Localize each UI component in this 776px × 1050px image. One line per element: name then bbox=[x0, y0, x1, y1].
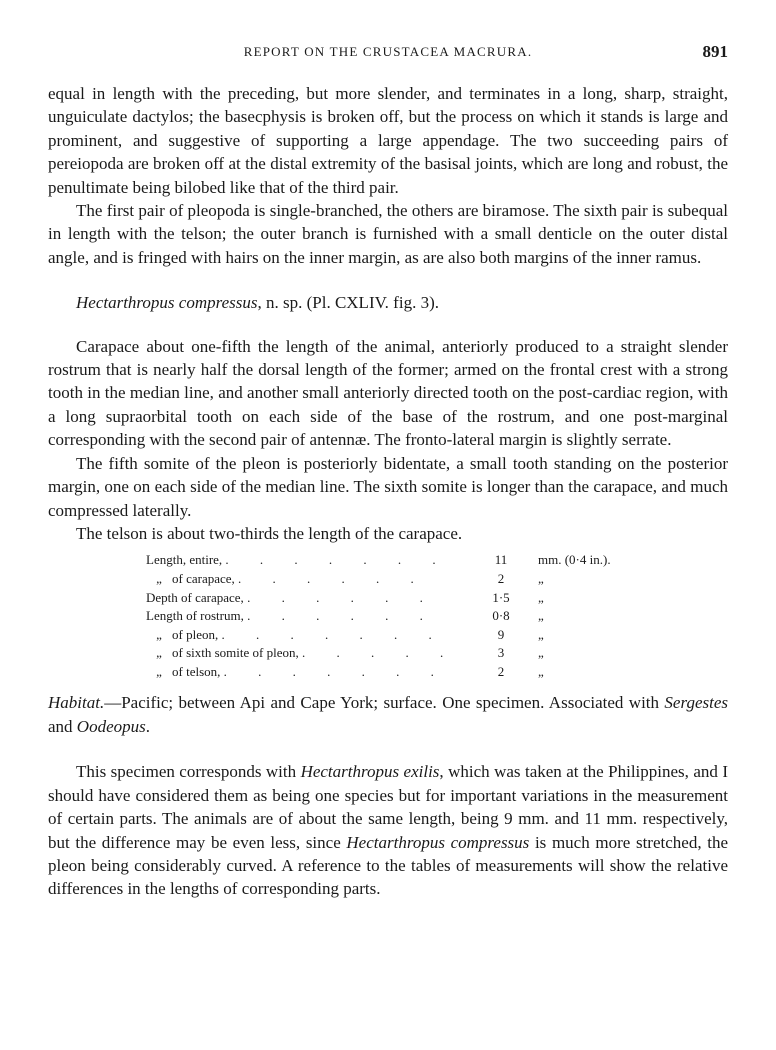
ditto-mark: „ bbox=[156, 626, 162, 642]
paragraph-pleopoda: The first pair of pleopoda is single-branched, the others are biramose. The sixth pair is subequal in length with the telson; the outer branch is furnished with a small denticle on the outer distal angle, and is fringed with hairs on the inner margin, as are also both margins of the inner ramus. bbox=[48, 201, 728, 267]
species-name: Hectarthropus compressus bbox=[76, 293, 258, 313]
paragraph-continuation: equal in length with the preceding, but more slender, and terminates in a long, sharp, straight, unguiculate dactylos; the basecphysis is broken off, but the process on which it stands is large and prominent, and suggestive of supporting a large appendage. The two succeeding pairs of pereiopoda are broken off at the distal extremity of the basisal joints, which are long and robust, the penultimate being bilobed like that of the third pair. bbox=[48, 84, 728, 197]
row-label: Length of rostrum, bbox=[146, 608, 244, 624]
row-value: 9 bbox=[497, 626, 505, 642]
row-unit: „ bbox=[538, 589, 544, 605]
genus-sergestes: Sergestes bbox=[664, 693, 728, 713]
leader-dots: . . . . . . . bbox=[225, 552, 450, 568]
table-row bbox=[146, 570, 611, 589]
leader-dots: . . . . . . bbox=[238, 570, 428, 586]
table-row bbox=[146, 607, 611, 626]
ditto-mark: „ bbox=[156, 645, 162, 661]
row-unit: „ bbox=[538, 645, 544, 661]
leader-dots: . . . . . . bbox=[247, 608, 437, 624]
measurements-table bbox=[146, 551, 611, 681]
row-unit: „ bbox=[538, 570, 544, 586]
page-header bbox=[48, 44, 728, 68]
table-row bbox=[146, 626, 611, 645]
row-value: 0·8 bbox=[492, 608, 510, 624]
table-row bbox=[146, 644, 611, 663]
species-heading bbox=[76, 291, 728, 314]
table-row bbox=[146, 551, 611, 570]
row-unit: „ bbox=[538, 608, 544, 624]
leader-dots: . . . . . . . bbox=[223, 663, 448, 679]
ditto-mark: „ bbox=[156, 570, 162, 586]
habitat-and: and bbox=[48, 716, 77, 736]
comparison-text-c: is much more stretched, the pleon being considerably curved. A reference to the tables of measurements will show the relative differences in the lengths of corresponding parts. bbox=[48, 832, 728, 899]
paragraph-comparison bbox=[48, 760, 728, 900]
paragraph-habitat bbox=[48, 691, 728, 738]
table-row bbox=[146, 589, 611, 608]
paragraph-carapace: Carapace about one-fifth the length of the animal, anteriorly produced to a straight slender rostrum that is nearly half the dorsal length of the former; armed on the frontal crest with a strong tooth in the median line, and another small anteriorly directed tooth on the post-cardiac region, with a long supraorbital tooth on each side of the base of the rostrum, and one post-marginal corresponding with the second pair of antennæ. The fronto-lateral margin is slightly serrate. bbox=[48, 336, 728, 450]
species-reference: , n. sp. (Pl. CXLIV. fig. 3). bbox=[257, 293, 439, 313]
ditto-mark: „ bbox=[156, 663, 162, 679]
leader-dots: . . . . . . . bbox=[221, 626, 446, 642]
row-label: of pleon, bbox=[172, 626, 219, 642]
row-value: 1·5 bbox=[492, 589, 510, 605]
row-unit: „ bbox=[538, 663, 544, 679]
paragraph-telson: The telson is about two-thirds the length of the carapace. bbox=[76, 523, 463, 543]
comparison-text-a: This specimen corresponds with bbox=[76, 762, 301, 782]
habitat-text: —Pacific; between Api and Cape York; surface. One specimen. Associated with bbox=[104, 693, 665, 713]
row-label: Depth of carapace, bbox=[146, 589, 244, 605]
body-text bbox=[48, 82, 728, 901]
row-label: Length, entire, bbox=[146, 552, 223, 568]
page-number: 891 bbox=[702, 42, 728, 61]
genus-oodeopus: Oodeopus bbox=[76, 716, 146, 736]
species-compressus: Hectarthropus compressus bbox=[346, 832, 530, 852]
row-unit: mm. (0·4 in.). bbox=[538, 552, 611, 568]
table-row bbox=[146, 663, 611, 682]
row-value: 11 bbox=[494, 552, 508, 568]
species-exilis: Hectarthropus exilis bbox=[300, 762, 440, 782]
row-label: of sixth somite of pleon, bbox=[172, 645, 299, 661]
row-unit: „ bbox=[538, 626, 544, 642]
habitat-end: . bbox=[145, 716, 150, 736]
comparison-text-b: , which was taken at the Philippines, and I should have considered them as being one species but for important variations in the measurement of certain parts. The animals are of about the same length, being 9 mm. and 11 mm. respectively, but the difference may be even less, since bbox=[48, 762, 729, 852]
row-value: 3 bbox=[497, 645, 505, 661]
row-label: of carapace, bbox=[172, 570, 235, 586]
row-value: 2 bbox=[497, 663, 505, 679]
running-title: REPORT ON THE CRUSTACEA MACRURA. bbox=[243, 44, 533, 59]
row-value: 2 bbox=[497, 570, 505, 586]
paragraph-pleon: The fifth somite of the pleon is posteriorly bidentate, a small tooth standing on the posterior margin, one on each side of the median line. The sixth somite is longer than the carapace, and much compressed laterally. bbox=[48, 453, 728, 520]
habitat-label: Habitat. bbox=[48, 693, 105, 713]
leader-dots: . . . . . bbox=[302, 645, 458, 661]
leader-dots: . . . . . . bbox=[247, 589, 437, 605]
row-label: of telson, bbox=[172, 663, 221, 679]
